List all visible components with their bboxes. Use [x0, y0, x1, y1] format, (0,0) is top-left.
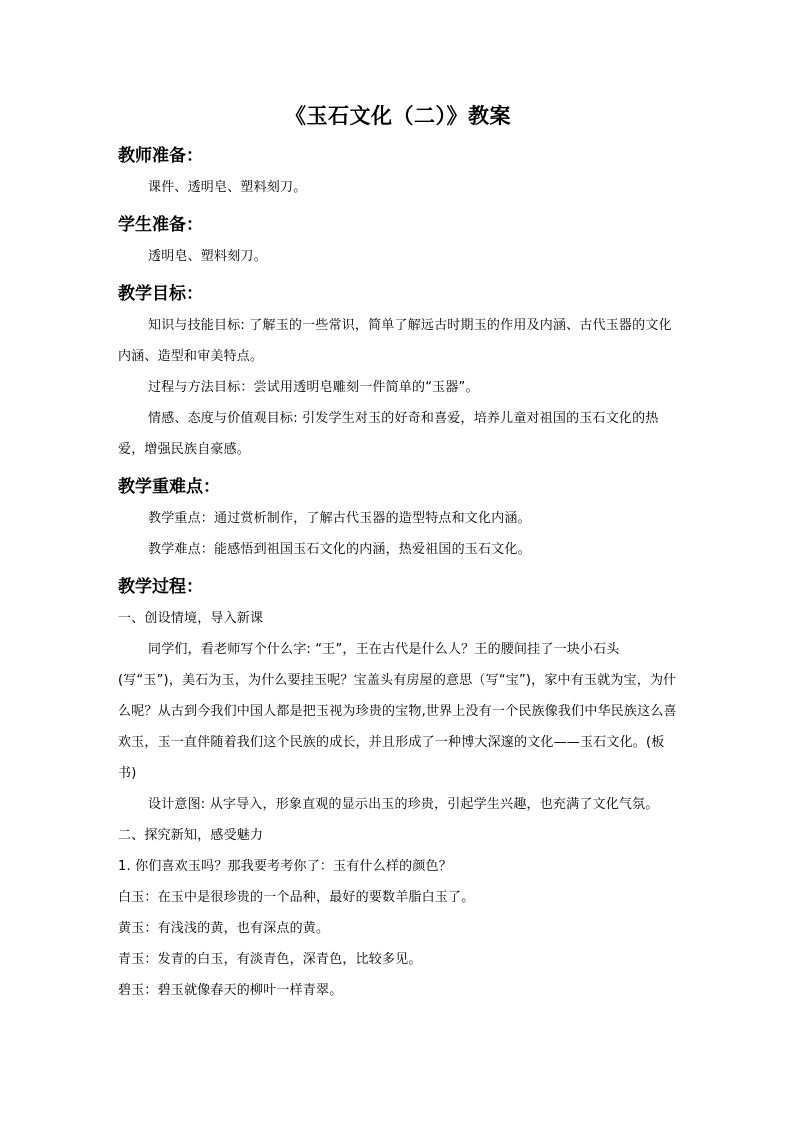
section1-paragraph: 同学们，看老师写个什么字: “王”，王在古代是什么人？王的腰间挂了一块小石头(写“玉”)，美石为玉，为什么要挂玉呢？宝盖头有房屋的意思（写“宝”)，家中有玉就为宝，为什么呢？从古到今我们中国人都是把玉视为珍贵的宝物,世界上没有一个民族像我们中华民族这么喜欢玉，玉一直伴随着我们这个民族的成长，并且形成了一种博大深邃的文化——玉石文化。(板书)	[118, 642, 677, 781]
key-points-heading: 教学重难点：	[118, 477, 220, 497]
document-page	[118, 100, 678, 1006]
section2-title: 二、探究新知，感受魅力	[118, 828, 264, 843]
section1-title: 一、创设情境，导入新课	[118, 611, 264, 626]
key-point-focus: 教学重点：通过赏析制作，了解古代玉器的造型特点和文化内涵。	[148, 511, 531, 526]
key-point-difficulty: 教学难点：能感悟到祖国玉石文化的内涵，热爱祖国的玉石文化。	[148, 542, 531, 557]
jade-white: 白玉：在玉中是很珍贵的一个品种，最好的要数羊脂白玉了。	[118, 890, 475, 905]
teacher-prep-heading: 教师准备：	[118, 146, 203, 166]
student-prep-text: 透明皂、塑料刻刀。	[148, 249, 267, 264]
document-title: 《玉石文化（二）》教案	[285, 103, 511, 128]
goal-emotion: 情感、态度与价值观目标: 引发学生对玉的好奇和喜爱，培养儿童对祖国的玉石文化的热爱，增强民族自豪感。	[118, 411, 659, 457]
jade-cyan: 青玉：发青的白玉，有淡青色，深青色，比较多见。	[118, 952, 422, 967]
question-1: 1. 你们喜欢玉吗？那我要考考你了：玉有什么样的颜色？	[118, 859, 452, 874]
teacher-prep-text: 课件、透明皂、塑料刻刀。	[148, 180, 307, 195]
student-prep-heading: 学生准备：	[118, 215, 203, 235]
jade-jasper: 碧玉：碧玉就像春天的柳叶一样青翠。	[118, 983, 343, 998]
process-heading: 教学过程：	[118, 577, 203, 597]
jade-yellow: 黄玉：有浅浅的黄，也有深点的黄。	[118, 921, 330, 936]
section1-design-intent: 设计意图: 从字导入，形象直观的显示出玉的珍贵，引起学生兴趣，也充满了文化气氛。	[148, 797, 659, 812]
goal-process: 过程与方法目标：尝试用透明皂雕刻一件简单的“玉器”。	[148, 380, 479, 395]
goals-heading: 教学目标：	[118, 284, 203, 304]
goal-knowledge: 知识与技能目标: 了解玉的一些常识，简单了解远古时期玉的作用及内涵、古代玉器的文化内涵、造型和审美特点。	[118, 318, 672, 364]
